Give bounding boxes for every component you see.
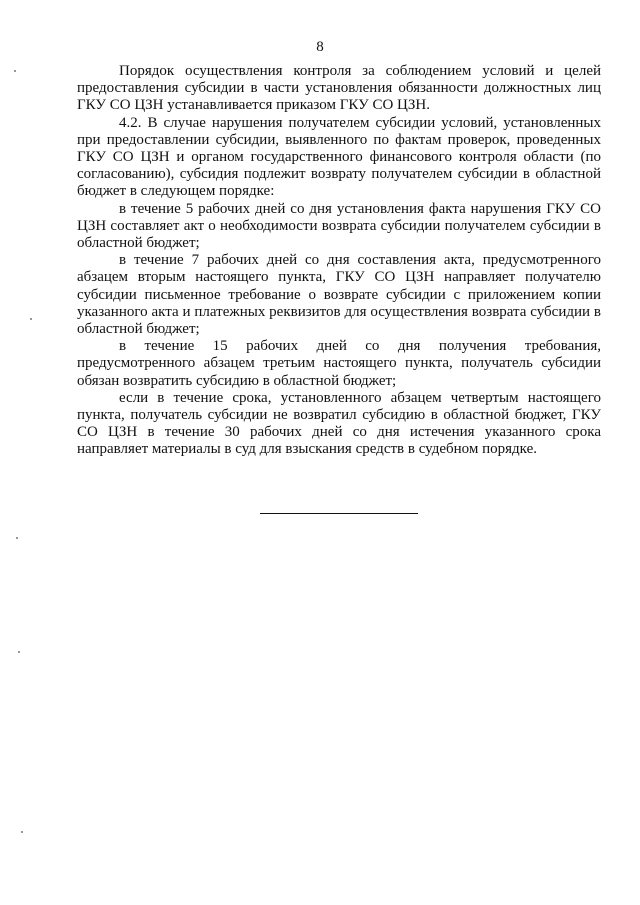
paragraph-act-5-days: в течение 5 рабочих дней со дня установления факта нарушения ГКУ СО ЦЗН составляет акт о необходимости возврата субсидии получателем субсидии в областной бюджет; (77, 200, 601, 252)
scan-speck (16, 537, 18, 539)
paragraph-requirement-7-days: в течение 7 рабочих дней со дня составления акта, предусмотренного абзацем вторым настоящего пункта, ГКУ СО ЦЗН направляет получателю субсидии письменное требование о возврате субсидии с приложением копии указанного акта и платежных реквизитов для осуществления возврата субсидии в областной бюджет; (77, 252, 601, 338)
page-number: 8 (316, 39, 324, 55)
document-body (77, 63, 601, 459)
paragraph-4-2-violation: 4.2. В случае нарушения получателем субсидии условий, установленных при предоставлении субсидии, выявленного по фактам проверок, проведенных ГКУ СО ЦЗН и органом государственного финансового контроля области (по согласованию), субсидия подлежит возврату получателем субсидии в областной бюджет в следующем порядке: (77, 114, 601, 200)
paragraph-court-30-days: если в течение срока, установленного абзацем четвертым настоящего пункта, получатель субсидии не возвратил субсидию в областной бюджет, ГКУ СО ЦЗН в течение 30 рабочих дней со дня истечения указанного срока направляет материалы в суд для взыскания средств в судебном порядке. (77, 389, 601, 458)
scan-speck (21, 831, 23, 833)
scan-speck (14, 70, 16, 72)
end-separator-line (260, 513, 418, 514)
paragraph-return-15-days: в течение 15 рабочих дней со дня получения требования, предусмотренного абзацем третьим настоящего пункта, получатель субсидии обязан возвратить субсидию в областной бюджет; (77, 338, 601, 389)
scan-speck (30, 318, 32, 320)
paragraph-control-procedure: Порядок осуществления контроля за соблюдением условий и целей предоставления субсидии в части установления обязанности должностных лиц ГКУ СО ЦЗН устанавливается приказом ГКУ СО ЦЗН. (77, 63, 601, 114)
scan-speck (18, 651, 20, 653)
